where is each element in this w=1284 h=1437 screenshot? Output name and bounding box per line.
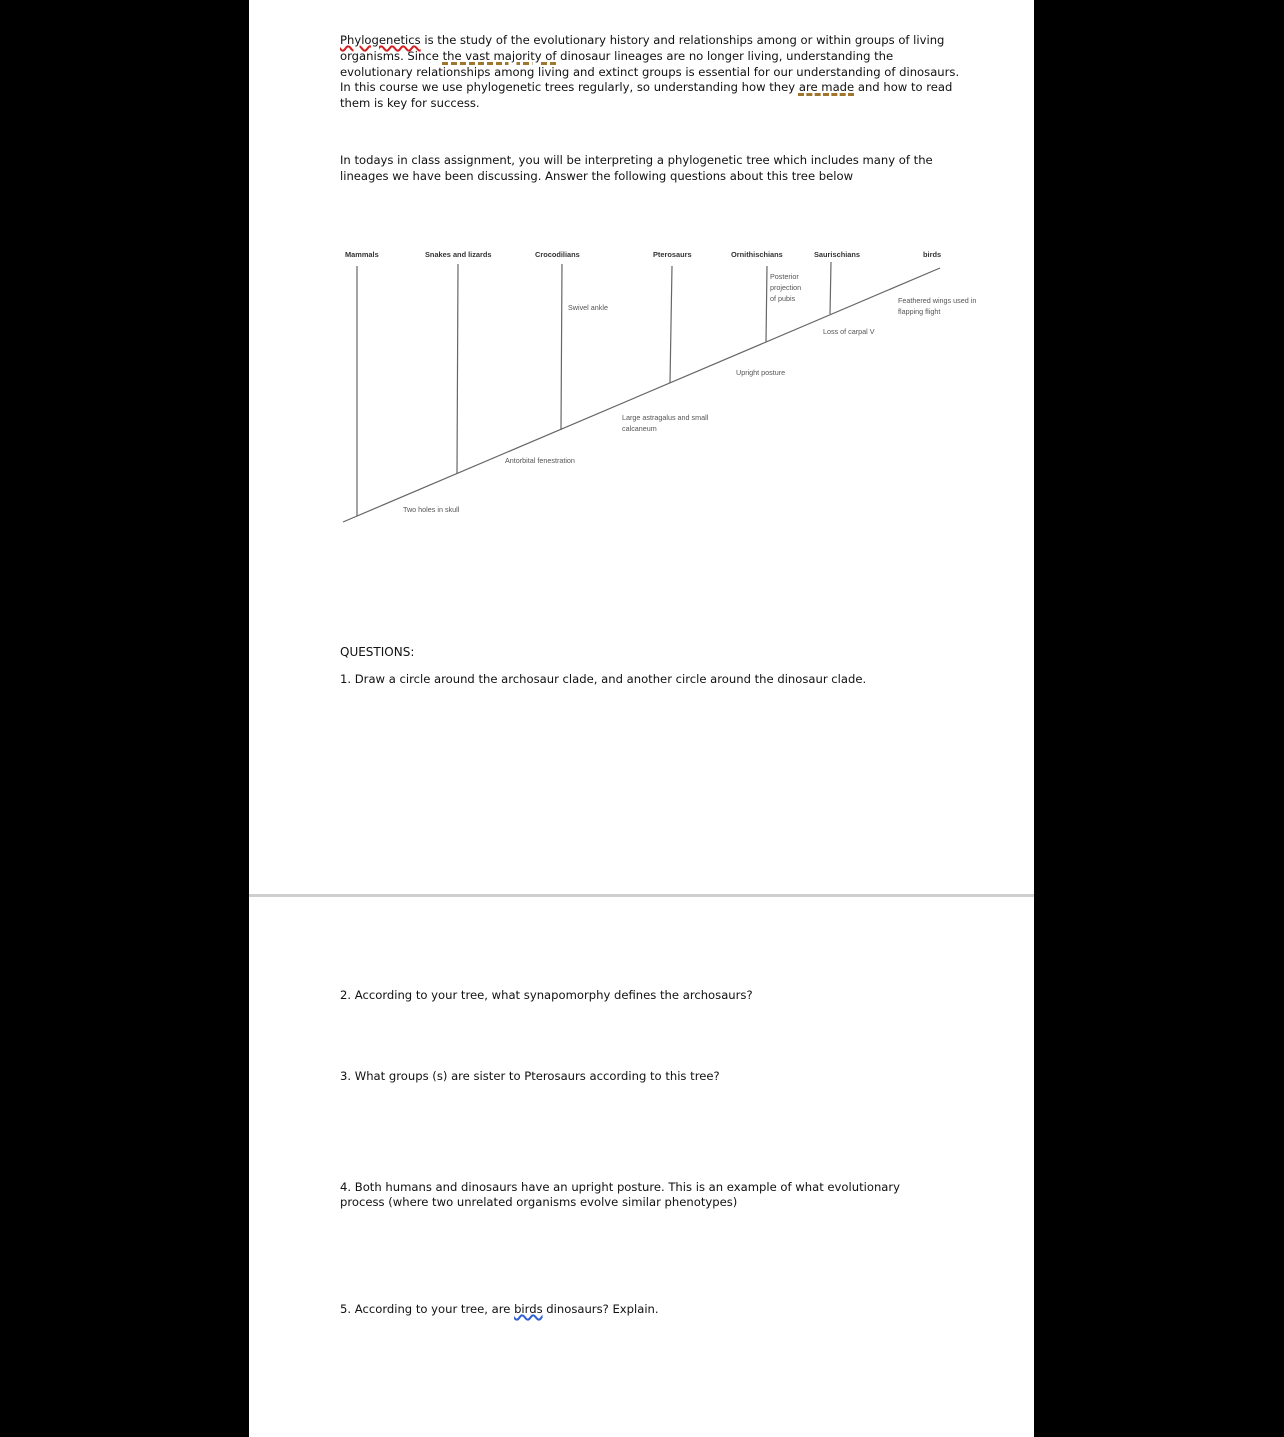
taxon-label: Crocodilians (535, 250, 580, 259)
taxon-label: birds (923, 250, 942, 259)
question-1: 1. Draw a circle around the archosaur clade, and another circle around the dinosaur clade. (340, 672, 867, 686)
trait-label: Two holes in skull (403, 505, 460, 514)
trait-label: Posterior (770, 272, 799, 281)
questions-heading: QUESTIONS: (340, 645, 415, 659)
grammar-flag[interactable]: are made (798, 80, 855, 95)
branch-saurischians (830, 262, 831, 314)
taxon-label: Pterosaurs (653, 250, 692, 259)
trait-label: Upright posture (736, 368, 786, 377)
grammar-flag[interactable]: birds (514, 1302, 543, 1316)
phylogenetic-tree (249, 240, 1034, 540)
tree-backbone (343, 268, 940, 522)
trait-label: Swivel ankle (568, 303, 608, 312)
branch-snakes-lizards (457, 264, 458, 474)
branch-ornithischians (766, 266, 767, 342)
question-2: 2. According to your tree, what synapomorphy defines the archosaurs? (340, 988, 753, 1002)
misspelled-word[interactable]: Phylogenetics (340, 33, 421, 47)
taxon-label: Saurischians (814, 250, 861, 259)
assignment-paragraph: In todays in class assignment, you will be interpreting a phylogenetic tree which includes many of the lineages we have been discussing. Answer the following questions about this tree below (340, 153, 933, 183)
taxon-label: Mammals (345, 250, 379, 259)
question-5: 5. According to your tree, are birds dinosaurs? Explain. (340, 1302, 659, 1316)
trait-label: Loss of carpal V (823, 327, 875, 336)
trait-label: flapping flight (898, 307, 941, 316)
question-4: 4. Both humans and dinosaurs have an upright posture. This is an example of what evolutionary process (where two unrelated organisms evolve similar phenotypes) (340, 1180, 901, 1209)
intro-paragraph: Phylogenetics is the study of the evolutionary history and relationships among or within groups of living organisms. Since the vast majority of dinosaur lineages are no longer living, understanding the evolutionary relationships among living and extinct groups is essential for our understanding of dinosaurs. In this course we use phylogenetic trees regularly, so understanding how they are made and how to read them is key for success. (340, 33, 960, 111)
question-3: 3. What groups (s) are sister to Pterosaurs according to this tree? (340, 1069, 720, 1083)
document-page-2 (249, 897, 1034, 1437)
trait-label: Large astragalus and small (622, 413, 709, 422)
trait-label: calcaneum (622, 424, 657, 433)
document-page-1 (249, 0, 1034, 894)
trait-label: projection (770, 283, 802, 292)
grammar-flag[interactable]: the vast majority of (442, 48, 557, 63)
branch-crocodilians (561, 264, 562, 430)
branch-pterosaurs (670, 266, 672, 383)
trait-label: Feathered wings used in (898, 296, 977, 305)
trait-label: of pubis (770, 294, 796, 303)
taxon-label: Ornithischians (731, 250, 783, 259)
trait-label: Antorbital fenestration (505, 456, 575, 465)
taxon-label: Snakes and lizards (425, 250, 492, 259)
